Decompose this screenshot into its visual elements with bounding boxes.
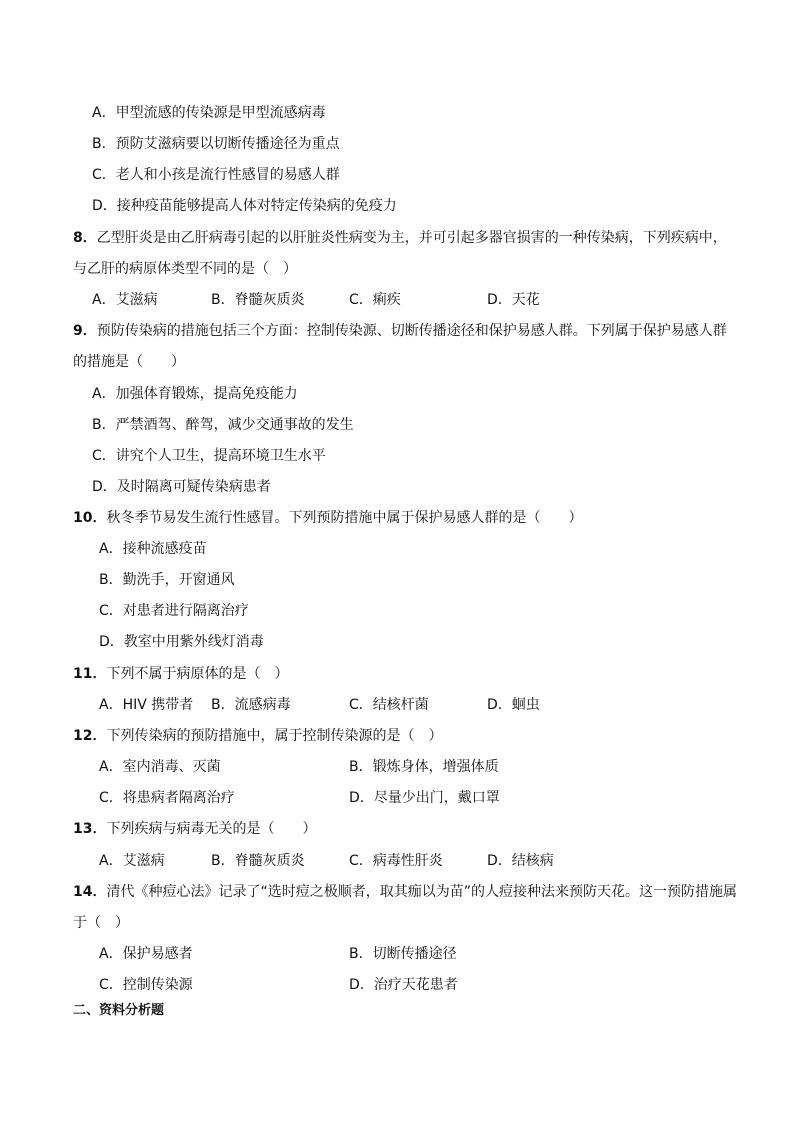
q10-text: 秋冬季节易发生流行性感冒。下列预防措施中属于保护易感人群的是（ ） [106,510,583,526]
q9-stem-line2: 的措施是（ ） [73,354,185,370]
q14-text: 清代《种痘心法》记录了“选时痘之极顺者，取其痂以为苗”的人痘接种法来预防天花。这一预防措施属 [106,884,737,900]
q11-option-c: C．结核杆菌 [349,697,429,713]
q9-number: 9． [73,323,97,339]
q12-text: 下列传染病的预防措施中，属于控制传染源的是（ ） [106,728,443,744]
q13-option-a: A．艾滋病 [99,853,165,869]
q14-option-b: B．切断传播途径 [349,946,457,962]
q11-option-d: D．蛔虫 [487,697,540,713]
q7-option-c: C．老人和小孩是流行性感冒的易感人群 [92,167,340,183]
q10-option-c: C．对患者进行隔离治疗 [99,603,249,619]
q13-text: 下列疾病与病毒无关的是（ ） [106,821,317,837]
q12-option-c: C．将患病者隔离治疗 [99,790,235,806]
q8-stem-line2: 与乙肝的病原体类型不同的是（ ） [73,261,297,277]
q9-option-c: C．讲究个人卫生，提高环境卫生水平 [92,448,326,464]
q10-number: 10． [73,510,107,526]
q8-option-c: C．痢疾 [349,292,401,308]
q12-number: 12． [73,728,107,744]
q8-stem-line1 [73,228,727,248]
q14-option-a: A．保护易感者 [99,946,193,962]
q14-option-c: C．控制传染源 [99,977,193,993]
q13-option-c: C．病毒性肝炎 [349,853,443,869]
q11-stem [73,664,288,684]
q13-option-b: B．脊髓灰质炎 [211,853,305,869]
q8-option-a: A．艾滋病 [92,292,158,308]
q7-option-d: D．接种疫苗能够提高人体对特定传染病的免疫力 [92,198,397,214]
q9-text: 预防传染病的措施包括三个方面：控制传染源、切断传播途径和保护易感人群。下列属于保护易感人群 [96,323,727,339]
q12-option-b: B．锻炼身体，增强体质 [349,759,499,775]
q7-option-b: B．预防艾滋病要以切断传播途径为重点 [92,136,340,152]
q11-number: 11． [73,666,107,682]
q9-stem-line1 [73,321,727,341]
q11-option-a: A．HIV 携带者 [99,697,194,713]
q14-option-d: D．治疗天花患者 [349,977,458,993]
q13-stem [73,819,316,839]
q8-number: 8． [73,230,97,246]
q12-stem [73,726,442,746]
q12-option-d: D．尽量少出门，戴口罩 [349,790,500,806]
q13-option-d: D．结核病 [487,853,554,869]
q11-option-b: B．流感病毒 [211,697,291,713]
q14-stem-line2: 于（ ） [73,915,129,931]
q7-option-a: A．甲型流感的传染源是甲型流感病毒 [92,105,326,121]
q14-stem-line1 [73,882,737,902]
q10-stem [73,508,582,528]
q8-option-d: D．天花 [487,292,540,308]
q10-option-a: A．接种流感疫苗 [99,541,207,557]
q13-number: 13． [73,821,107,837]
q10-option-b: B．勤洗手，开窗通风 [99,572,235,588]
q9-option-d: D．及时隔离可疑传染病患者 [92,479,271,495]
q8-text: 乙型肝炎是由乙肝病毒引起的以肝脏炎性病变为主，并可引起多器官损害的一种传染病，下列疾病中， [96,230,727,246]
section-heading-data-analysis: 二、资料分析题 [73,1003,165,1018]
q14-number: 14． [73,884,107,900]
q10-option-d: D．教室中用紫外线灯消毒 [99,634,264,650]
q12-option-a: A．室内消毒、灭菌 [99,759,221,775]
q9-option-a: A．加强体育锻炼，提高免疫能力 [92,386,298,402]
q9-option-b: B．严禁酒驾、醉驾，减少交通事故的发生 [92,417,354,433]
q11-text: 下列不属于病原体的是（ ） [106,666,289,682]
q8-option-b: B．脊髓灰质炎 [211,292,305,308]
